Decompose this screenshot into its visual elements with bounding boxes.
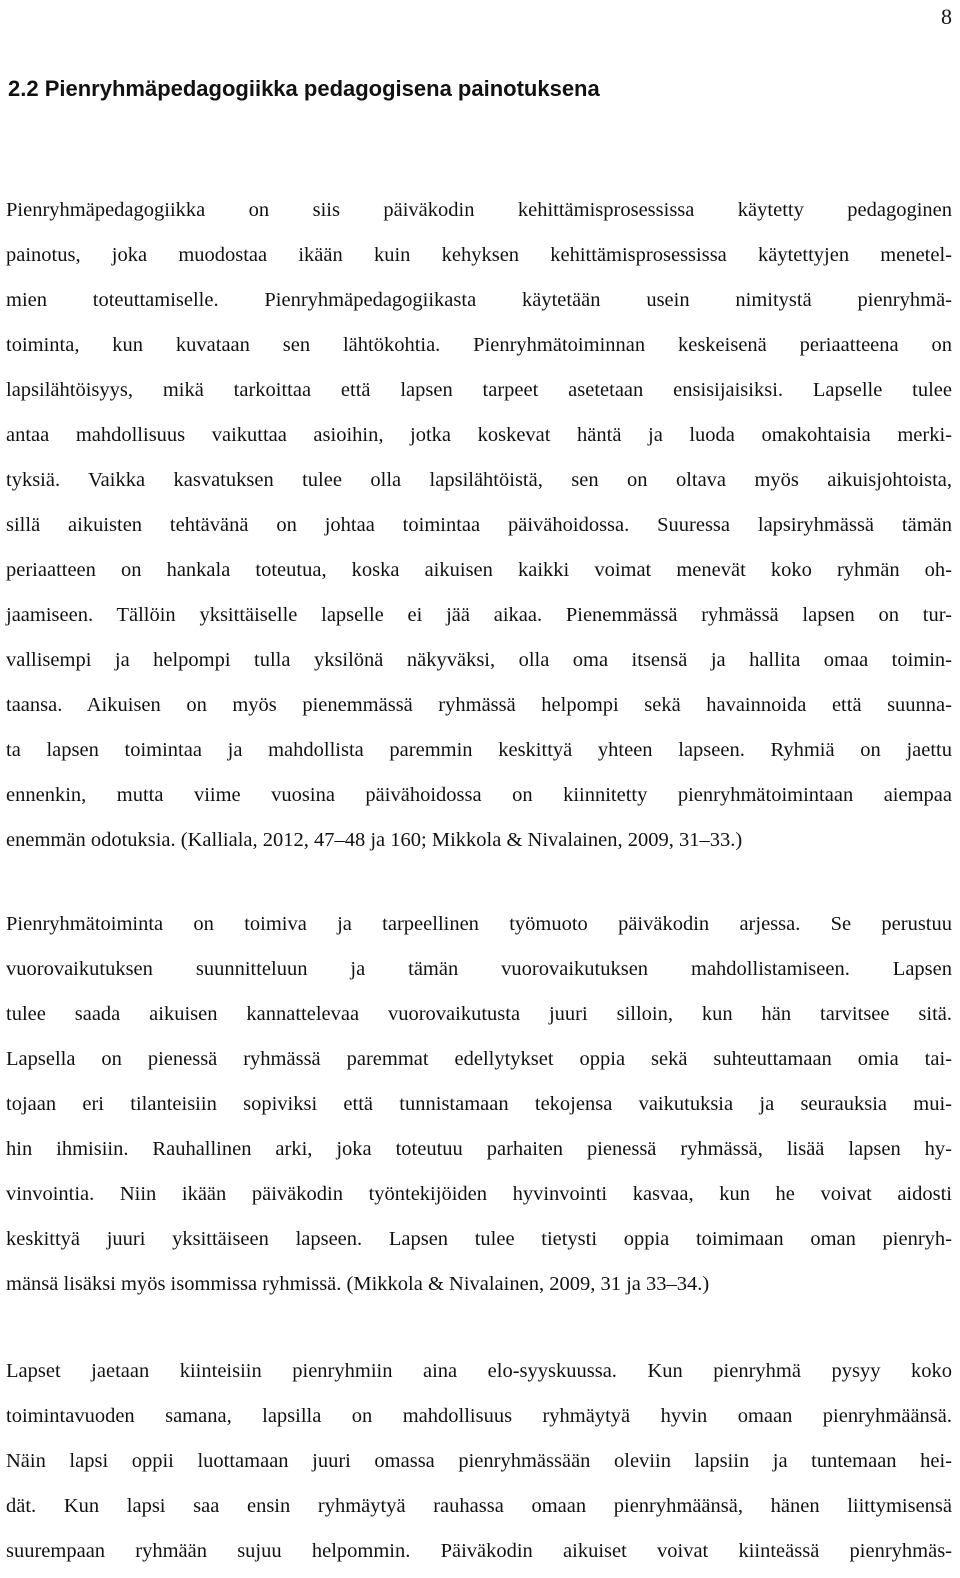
text-line: ennenkin, mutta viime vuosina päivähoidossa on kiinnitetty pienryhmätoimintaan aiempaa — [6, 784, 952, 806]
text-line: antaa mahdollisuus vaikuttaa asioihin, jotka koskevat häntä ja luoda omakohtaisia merki- — [6, 424, 952, 446]
text-line: vinvointia. Niin ikään päiväkodin työntekijöiden hyvinvointi kasvaa, kun he voivat aidosti — [6, 1183, 952, 1205]
text-line: lapsilähtöisyys, mikä tarkoittaa että lapsen tarpeet asetetaan ensisijaisiksi. Lapselle tulee — [6, 379, 952, 401]
text-line: dät. Kun lapsi saa ensin ryhmäytyä rauhassa omaan pienryhmäänsä, hänen liittymisensä — [6, 1495, 952, 1517]
text-line: toiminta, kun kuvataan sen lähtökohtia. Pienryhmätoiminnan keskeisenä periaatteena on — [6, 334, 952, 356]
section-heading: 2.2 Pienryhmäpedagogiikka pedagogisena painotuksena — [8, 76, 600, 101]
text-line: taansa. Aikuisen on myös pienemmässä ryhmässä helpompi sekä havainnoida että suunna- — [6, 694, 952, 716]
text-line: vallisempi ja helpompi tulla yksilönä näkyväksi, olla oma itsensä ja hallita omaa toimin- — [6, 649, 952, 671]
paragraph-3 — [6, 1349, 952, 1574]
text-line: keskittyä juuri yksittäiseen lapseen. Lapsen tulee tietysti oppia toimimaan oman pienryh- — [6, 1228, 952, 1250]
text-line: ta lapsen toimintaa ja mahdollista paremmin keskittyä yhteen lapseen. Ryhmiä on jaettu — [6, 739, 952, 761]
text-line: Lapset jaetaan kiinteisiin pienryhmiin aina elo-syyskuussa. Kun pienryhmä pysyy koko — [6, 1360, 952, 1382]
text-line: suurempaan ryhmään sujuu helpommin. Päiväkodin aikuiset voivat kiinteässä pienryhmäs- — [6, 1540, 952, 1562]
text-line: tojaan eri tilanteisiin sopiviksi että tunnistamaan tekojensa vaikutuksia ja seurauksia mui- — [6, 1093, 952, 1115]
text-line: tyksiä. Vaikka kasvatuksen tulee olla lapsilähtöistä, sen on oltava myös aikuisjohtoista, — [6, 469, 952, 491]
text-line: tulee saada aikuisen kannattelevaa vuorovaikutusta juuri silloin, kun hän tarvitsee sitä. — [6, 1003, 952, 1025]
text-line: hin ihmisiin. Rauhallinen arki, joka toteutuu parhaiten pienessä ryhmässä, lisää lapsen hy- — [6, 1138, 952, 1160]
paragraph-1 — [6, 188, 952, 863]
text-line: toimintavuoden samana, lapsilla on mahdollisuus ryhmäytyä hyvin omaan pienryhmäänsä. — [6, 1405, 952, 1427]
text-line: mänsä lisäksi myös isommissa ryhmissä. (Mikkola & Nivalainen, 2009, 31 ja 33–34.) — [6, 1273, 710, 1295]
text-line: painotus, joka muodostaa ikään kuin kehyksen kehittämisprosessissa käytettyjen menetel- — [6, 244, 952, 266]
text-line: vuorovaikutuksen suunnitteluun ja tämän vuorovaikutuksen mahdollistamiseen. Lapsen — [6, 958, 952, 980]
text-line: mien toteuttamiselle. Pienryhmäpedagogiikasta käytetään usein nimitystä pienryhmä- — [6, 289, 952, 311]
text-line: sillä aikuisten tehtävänä on johtaa toimintaa päivähoidossa. Suuressa lapsiryhmässä tämän — [6, 514, 952, 536]
paragraph-2 — [6, 902, 952, 1307]
text-line: periaatteen on hankala toteutua, koska aikuisen kaikki voimat menevät koko ryhmän oh- — [6, 559, 952, 581]
text-line: Lapsella on pienessä ryhmässä paremmat edellytykset oppia sekä suhteuttamaan omia tai- — [6, 1048, 952, 1070]
text-line: enemmän odotuksia. (Kalliala, 2012, 47–48 ja 160; Mikkola & Nivalainen, 2009, 31–33.) — [6, 829, 743, 851]
text-line: Näin lapsi oppii luottamaan juuri omassa pienryhmässään oleviin lapsiin ja tuntemaan hei- — [6, 1450, 952, 1472]
text-line: Pienryhmäpedagogiikka on siis päiväkodin kehittämisprosessissa käytetty pedagoginen — [6, 199, 952, 221]
page-number: 8 — [941, 4, 952, 29]
text-line: jaamiseen. Tällöin yksittäiselle lapselle ei jää aikaa. Pienemmässä ryhmässä lapsen on tur- — [6, 604, 952, 626]
text-line: Pienryhmätoiminta on toimiva ja tarpeellinen työmuoto päiväkodin arjessa. Se perustuu — [6, 913, 952, 935]
